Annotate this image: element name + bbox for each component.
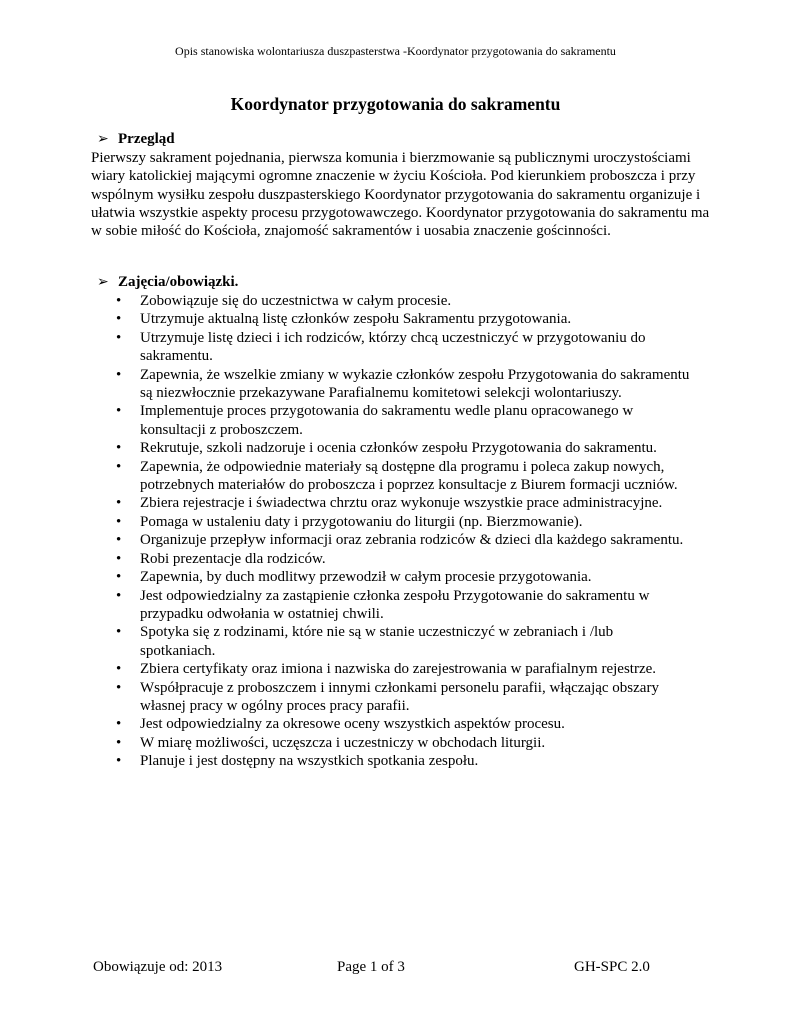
duties-heading: Zajęcia/obowiązki. [118,274,239,290]
footer-page-number: Page 1 of 3 [337,959,405,975]
overview-heading-row [97,131,175,148]
list-item: • Rekrutuje, szkoli nadzoruje i ocenia członków zespołu Przygotowania do sakramentu. [115,439,690,457]
footer-effective-date: Obowiązuje od: 2013 [93,959,223,975]
list-item: • Zapewnia, by duch modlitwy przewodził w całym procesie przygotowania. [115,568,690,586]
arrow-right-icon: ➢ [97,132,109,147]
list-item: • Spotyka się z rodzinami, które nie są w stanie uczestniczyć w zebraniach i /lub spotkaniach. [115,623,690,660]
duties-heading-row [97,274,238,291]
list-item: • W miarę możliwości, uczęszcza i uczestniczy w obchodach liturgii. [115,734,690,752]
list-item: • Zbiera certyfikaty oraz imiona i nazwiska do zarejestrowania w parafialnym rejestrze. [115,660,690,678]
list-item: • Zapewnia, że wszelkie zmiany w wykazie członków zespołu Przygotowania do sakramentu są niezwłocznie przekazywane Parafialnemu komitetowi selekcji wolontariuszy. [115,366,690,403]
page-title: Koordynator przygotowania do sakramentu [230,94,561,114]
duties-list [115,292,690,771]
page-header: Opis stanowiska wolontariusza duszpasterstwa -Koordynator przygotowania do sakramentu [175,44,616,58]
list-item: • Jest odpowiedzialny za zastąpienie członka zespołu Przygotowanie do sakramentu w przypadku odwołania w ostatniej chwili. [115,587,690,624]
list-item: • Jest odpowiedzialny za okresowe oceny wszystkich aspektów procesu. [115,715,690,733]
list-item: • Utrzymuje aktualną listę członków zespołu Sakramentu przygotowania. [115,310,690,328]
list-item: • Planuje i jest dostępny na wszystkich spotkania zespołu. [115,752,690,770]
list-item: • Implementuje proces przygotowania do sakramentu wedle planu opracowanego w konsultacji z proboszczem. [115,402,690,439]
list-item: • Współpracuje z proboszczem i innymi członkami personelu parafii, włączając obszary własnej pracy w ogólny proces pracy parafii. [115,679,690,716]
overview-heading: Przegląd [118,131,175,147]
overview-text: Pierwszy sakrament pojednania, pierwsza komunia i bierzmowanie są publicznymi uroczystościami wiary katolickiej mającymi ogromne znaczenie w życiu Kościoła. Pod kierunkiem proboszcza i przy wspólnym wysiłku zespołu duszpasterskiego Koordynator przygotowania do sakramentu organizuje i ułatwia wszystkie aspekty procesu przygotowawczego. Koordynator przygotowania do sakramentu ma w sobie miłość do Kościoła, znajomość sakramentów i uosabia znaczenie gościnności. [91,150,710,240]
arrow-right-icon: ➢ [97,275,109,290]
list-item: • Robi prezentacje dla rodziców. [115,550,690,568]
list-item: • Zapewnia, że odpowiednie materiały są dostępne dla programu i poleca zakup nowych, potrzebnych materiałów do proboszcza i poprzez konsultacje z Biurem formacji uczniów. [115,458,690,495]
list-item: • Zbiera rejestracje i świadectwa chrztu oraz wykonuje wszystkie prace administracyjne. [115,494,690,512]
footer-document-code: GH-SPC 2.0 [574,959,650,975]
list-item: • Pomaga w ustaleniu daty i przygotowaniu do liturgii (np. Bierzmowanie). [115,513,690,531]
list-item: • Organizuje przepływ informacji oraz zebrania rodziców & dzieci dla każdego sakramentu. [115,531,690,549]
list-item: • Zobowiązuje się do uczestnictwa w całym procesie. [115,292,690,310]
list-item: • Utrzymuje listę dzieci i ich rodziców, którzy chcą uczestniczyć w przygotowaniu do sakramentu. [115,329,690,366]
